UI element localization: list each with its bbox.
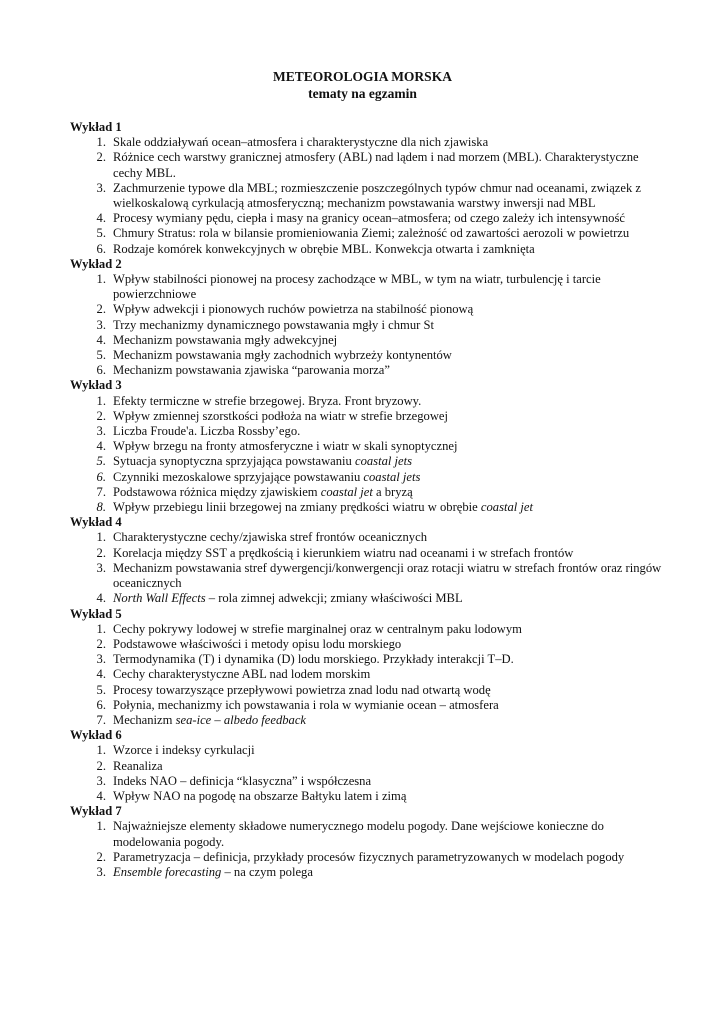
topic-number: 4. bbox=[96, 332, 106, 347]
topic-item bbox=[70, 500, 670, 515]
topic-text bbox=[113, 181, 641, 210]
topic-item bbox=[70, 394, 670, 409]
topic-text bbox=[113, 743, 255, 757]
topic-item bbox=[70, 789, 670, 804]
topic-item bbox=[70, 272, 670, 302]
topic-text-segment: Wpływ stabilności pionowej na procesy zachodzące w MBL, w tym na wiatr, turbulencję i tarcie powierzchniowe bbox=[113, 272, 601, 302]
topic-number: 3. bbox=[96, 560, 106, 575]
topic-list bbox=[70, 622, 670, 728]
topic-text-segment: Mechanizm powstawania stref dywergencji/konwergencji oraz rotacji wiatru w strefach frontów oraz ringów oceanicznych bbox=[113, 560, 662, 591]
topic-text-segment: a bryzą bbox=[372, 484, 413, 499]
topic-item bbox=[70, 181, 670, 211]
topic-text bbox=[113, 774, 371, 788]
topic-list bbox=[70, 530, 670, 606]
topic-list bbox=[70, 819, 670, 880]
topic-text-italic: coastal jet bbox=[320, 484, 373, 499]
topic-number: 1. bbox=[96, 819, 106, 834]
topic-number: 6. bbox=[96, 697, 106, 712]
topic-item bbox=[70, 743, 670, 758]
topic-text bbox=[113, 318, 434, 332]
topic-text bbox=[113, 302, 473, 316]
topic-number: 2. bbox=[96, 302, 106, 317]
topic-text-segment: Termodynamika (T) i dynamika (D) lodu morskiego. Przykłady interakcji T–D. bbox=[113, 652, 514, 667]
topic-number: 2. bbox=[96, 849, 106, 864]
topic-item bbox=[70, 226, 670, 241]
topic-item bbox=[70, 409, 670, 424]
topic-text bbox=[113, 667, 370, 681]
topic-number: 3. bbox=[96, 317, 106, 332]
topic-item bbox=[70, 211, 670, 226]
topic-text bbox=[113, 850, 624, 864]
topic-number: 8. bbox=[96, 500, 106, 515]
topic-number: 6. bbox=[96, 363, 106, 378]
topic-text-segment: Sytuacja synoptyczna sprzyjająca powstawaniu bbox=[113, 454, 355, 469]
topic-number: 2. bbox=[96, 545, 106, 560]
topic-text-segment: Skale oddziaływań ocean–atmosfera i charakterystyczne dla nich zjawiska bbox=[113, 135, 489, 150]
topic-item bbox=[70, 242, 670, 257]
topic-text bbox=[113, 272, 601, 301]
topic-text bbox=[113, 622, 522, 636]
lecture-heading: Wykład 6 bbox=[70, 728, 122, 743]
topic-item bbox=[70, 713, 670, 728]
topic-text bbox=[113, 683, 491, 697]
topic-text-segment: Liczba Froude'a. Liczba Rossby’ego. bbox=[113, 424, 301, 439]
topic-number: 3. bbox=[96, 652, 106, 667]
topic-number: 1. bbox=[96, 272, 106, 287]
topic-text bbox=[113, 424, 300, 438]
topic-text-italic: Ensemble forecasting bbox=[113, 864, 222, 879]
topic-text-segment: Różnice cech warstwy granicznej atmosfery (ABL) nad lądem i nad morzem (MBL). Charakterystyczne cechy MBL. bbox=[113, 150, 639, 180]
topic-text-segment: Mechanizm powstawania mgły zachodnich wybrzeży kontynentów bbox=[113, 348, 452, 363]
topic-text-segment: Wzorce i indeksy cyrkulacji bbox=[113, 743, 255, 758]
topic-number: 1. bbox=[96, 621, 106, 636]
topic-text-italic: North Wall Effects bbox=[113, 591, 206, 606]
topic-number: 5. bbox=[96, 682, 106, 697]
topic-text-segment: Wpływ NAO na pogodę na obszarze Bałtyku latem i zimą bbox=[113, 788, 407, 803]
topic-item bbox=[70, 759, 670, 774]
topic-text-segment: Najważniejsze elementy składowe numerycznego modelu pogody. Dane wejściowe konieczne do modelowania pogody. bbox=[113, 819, 604, 849]
topic-list bbox=[70, 135, 670, 257]
topic-text-segment: Cechy charakterystyczne ABL nad lodem morskim bbox=[113, 667, 371, 682]
title-block bbox=[0, 68, 725, 102]
topic-item bbox=[70, 470, 670, 485]
topic-item bbox=[70, 485, 670, 500]
topic-number: 3. bbox=[96, 864, 106, 879]
topic-text-segment: Zachmurzenie typowe dla MBL; rozmieszczenie poszczególnych typów chmur nad oceanami, związek z wielkoskalową cyrkulacją atmosferyczną; mechanizm powstawania warstwy inwersji nad MBL bbox=[113, 180, 642, 211]
topic-number: 2. bbox=[96, 408, 106, 423]
lecture-heading: Wykład 3 bbox=[70, 378, 122, 393]
topic-item bbox=[70, 591, 670, 606]
topic-item bbox=[70, 302, 670, 317]
topic-item bbox=[70, 150, 670, 180]
topic-number: 7. bbox=[96, 712, 106, 727]
topic-number: 1. bbox=[96, 743, 106, 758]
topic-item bbox=[70, 348, 670, 363]
topic-number: 4. bbox=[96, 439, 106, 454]
topic-item bbox=[70, 850, 670, 865]
topic-text-segment: Rodzaje komórek konwekcyjnych w obrębie MBL. Konwekcja otwarta i zamknięta bbox=[113, 241, 535, 256]
topic-text bbox=[113, 439, 457, 453]
topic-list bbox=[70, 272, 670, 378]
topic-text-segment: Połynia, mechanizmy ich powstawania i rola w wymianie ocean – atmosfera bbox=[113, 697, 499, 712]
topic-item bbox=[70, 333, 670, 348]
topic-text bbox=[113, 500, 533, 514]
topic-item bbox=[70, 530, 670, 545]
topic-text bbox=[113, 713, 306, 727]
topic-text bbox=[113, 333, 337, 347]
topic-text-segment: Procesy wymiany pędu, ciepła i masy na granicy ocean–atmosfera; od czego zależy ich intensywność bbox=[113, 211, 625, 226]
topic-text-segment: Mechanizm powstawania mgły adwekcyjnej bbox=[113, 332, 338, 347]
lecture-heading: Wykład 4 bbox=[70, 515, 122, 530]
topic-list bbox=[70, 394, 670, 516]
topic-number: 3. bbox=[96, 180, 106, 195]
topic-number: 4. bbox=[96, 788, 106, 803]
topic-item bbox=[70, 683, 670, 698]
topic-number: 6. bbox=[96, 241, 106, 256]
topic-text bbox=[113, 348, 452, 362]
topic-number: 3. bbox=[96, 773, 106, 788]
topics-content bbox=[70, 120, 670, 880]
topic-item bbox=[70, 318, 670, 333]
topic-text bbox=[113, 591, 463, 605]
topic-text-segment: Chmury Stratus: rola w bilansie promieniowania Ziemi; zależność od zawartości aerozoli w powietrzu bbox=[113, 226, 630, 241]
topic-number: 4. bbox=[96, 591, 106, 606]
topic-text bbox=[113, 637, 401, 651]
topic-item bbox=[70, 546, 670, 561]
topic-text bbox=[113, 470, 420, 484]
topic-text-italic: coastal jets bbox=[355, 454, 413, 469]
topic-text bbox=[113, 819, 604, 848]
topic-text-segment: Indeks NAO – definicja “klasyczna” i współczesna bbox=[113, 773, 372, 788]
topic-text-italic: coastal jet bbox=[480, 500, 534, 515]
topic-number: 6. bbox=[96, 469, 106, 484]
topic-text bbox=[113, 454, 412, 468]
lecture-heading: Wykład 7 bbox=[70, 804, 122, 819]
topic-text-segment: Mechanizm bbox=[113, 712, 176, 727]
topic-item bbox=[70, 774, 670, 789]
topic-text-segment: Cechy pokrywy lodowej w strefie marginalnej oraz w centralnym paku lodowym bbox=[113, 621, 522, 636]
topic-number: 2. bbox=[96, 758, 106, 773]
topic-text-italic: coastal jets bbox=[363, 469, 421, 484]
topic-text bbox=[113, 135, 488, 149]
topic-text bbox=[113, 485, 413, 499]
topic-text-segment: Czynniki mezoskalowe sprzyjające powstawaniu bbox=[113, 469, 364, 484]
topic-number: 3. bbox=[96, 424, 106, 439]
topic-item bbox=[70, 561, 670, 591]
topic-number: 2. bbox=[96, 150, 106, 165]
topic-text-segment: Charakterystyczne cechy/zjawiska stref frontów oceanicznych bbox=[113, 530, 427, 545]
topic-text bbox=[113, 211, 625, 225]
topic-text bbox=[113, 561, 661, 590]
topic-number: 2. bbox=[96, 636, 106, 651]
topic-item bbox=[70, 652, 670, 667]
topic-item bbox=[70, 424, 670, 439]
topic-text-segment: Podstawowe właściwości i metody opisu lodu morskiego bbox=[113, 636, 402, 651]
topic-text-segment: Wpływ przebiegu linii brzegowej na zmiany prędkości wiatru w obrębie bbox=[113, 500, 481, 515]
topic-number: 7. bbox=[96, 484, 106, 499]
topic-text-segment: – rola zimnej adwekcji; zmiany właściwości MBL bbox=[205, 591, 463, 606]
topic-text bbox=[113, 530, 427, 544]
topic-text bbox=[113, 409, 448, 423]
lecture-heading: Wykład 1 bbox=[70, 120, 122, 134]
topic-item bbox=[70, 698, 670, 713]
topic-list bbox=[70, 743, 670, 804]
topic-text-italic: sea-ice – albedo feedback bbox=[175, 712, 307, 727]
topic-text-segment: Wpływ brzegu na fronty atmosferyczne i wiatr w skali synoptycznej bbox=[113, 439, 458, 454]
topic-text-segment: Wpływ adwekcji i pionowych ruchów powietrza na stabilność pionową bbox=[113, 302, 474, 317]
topic-text-segment: – na czym polega bbox=[221, 864, 313, 879]
topic-number: 1. bbox=[96, 530, 106, 545]
lecture-heading: Wykład 5 bbox=[70, 606, 122, 621]
topic-item bbox=[70, 454, 670, 469]
topic-text bbox=[113, 865, 313, 879]
topic-text-segment: Procesy towarzyszące przepływowi powietrza znad lodu nad otwartą wodę bbox=[113, 682, 491, 697]
topic-text bbox=[113, 226, 629, 240]
topic-item bbox=[70, 819, 670, 849]
topic-item bbox=[70, 667, 670, 682]
topic-text bbox=[113, 242, 535, 256]
topic-text-segment: Wpływ zmiennej szorstkości podłoża na wiatr w strefie brzegowej bbox=[113, 408, 449, 423]
topic-number: 4. bbox=[96, 667, 106, 682]
topic-text bbox=[113, 363, 390, 377]
topic-text bbox=[113, 759, 163, 773]
topic-number: 1. bbox=[96, 135, 106, 150]
topic-text-segment: Parametryzacja – definicja, przykłady procesów fizycznych parametryzowanych w modelach pogody bbox=[113, 849, 625, 864]
topic-number: 1. bbox=[96, 393, 106, 408]
topic-text-segment: Podstawowa różnica między zjawiskiem bbox=[113, 484, 321, 499]
document-subtitle: tematy na egzamin bbox=[308, 86, 417, 101]
topic-item bbox=[70, 363, 670, 378]
topic-number: 5. bbox=[96, 454, 106, 469]
lecture-heading: Wykład 2 bbox=[70, 256, 122, 271]
topic-text-segment: Efekty termiczne w strefie brzegowej. Bryza. Front bryzowy. bbox=[113, 393, 422, 408]
document-title: METEOROLOGIA MORSKA bbox=[273, 69, 452, 84]
topic-text bbox=[113, 652, 514, 666]
topic-number: 5. bbox=[96, 226, 106, 241]
topic-text bbox=[113, 150, 639, 179]
topic-item bbox=[70, 439, 670, 454]
topic-text-segment: Korelacja między SST a prędkością i kierunkiem wiatru nad oceanami i w strefach frontów bbox=[113, 545, 574, 560]
topic-text-segment: Mechanizm powstawania zjawiska “parowania morza” bbox=[113, 363, 390, 378]
topic-item bbox=[70, 135, 670, 150]
topic-item bbox=[70, 637, 670, 652]
topic-item bbox=[70, 622, 670, 637]
topic-text bbox=[113, 698, 499, 712]
topic-text-segment: Trzy mechanizmy dynamicznego powstawania mgły i chmur St bbox=[113, 317, 434, 332]
topic-number: 5. bbox=[96, 348, 106, 363]
topic-text bbox=[113, 394, 421, 408]
topic-text-segment: Reanaliza bbox=[113, 758, 163, 773]
topic-text bbox=[113, 546, 573, 560]
topic-item bbox=[70, 865, 670, 880]
topic-text bbox=[113, 789, 406, 803]
topic-number: 4. bbox=[96, 211, 106, 226]
